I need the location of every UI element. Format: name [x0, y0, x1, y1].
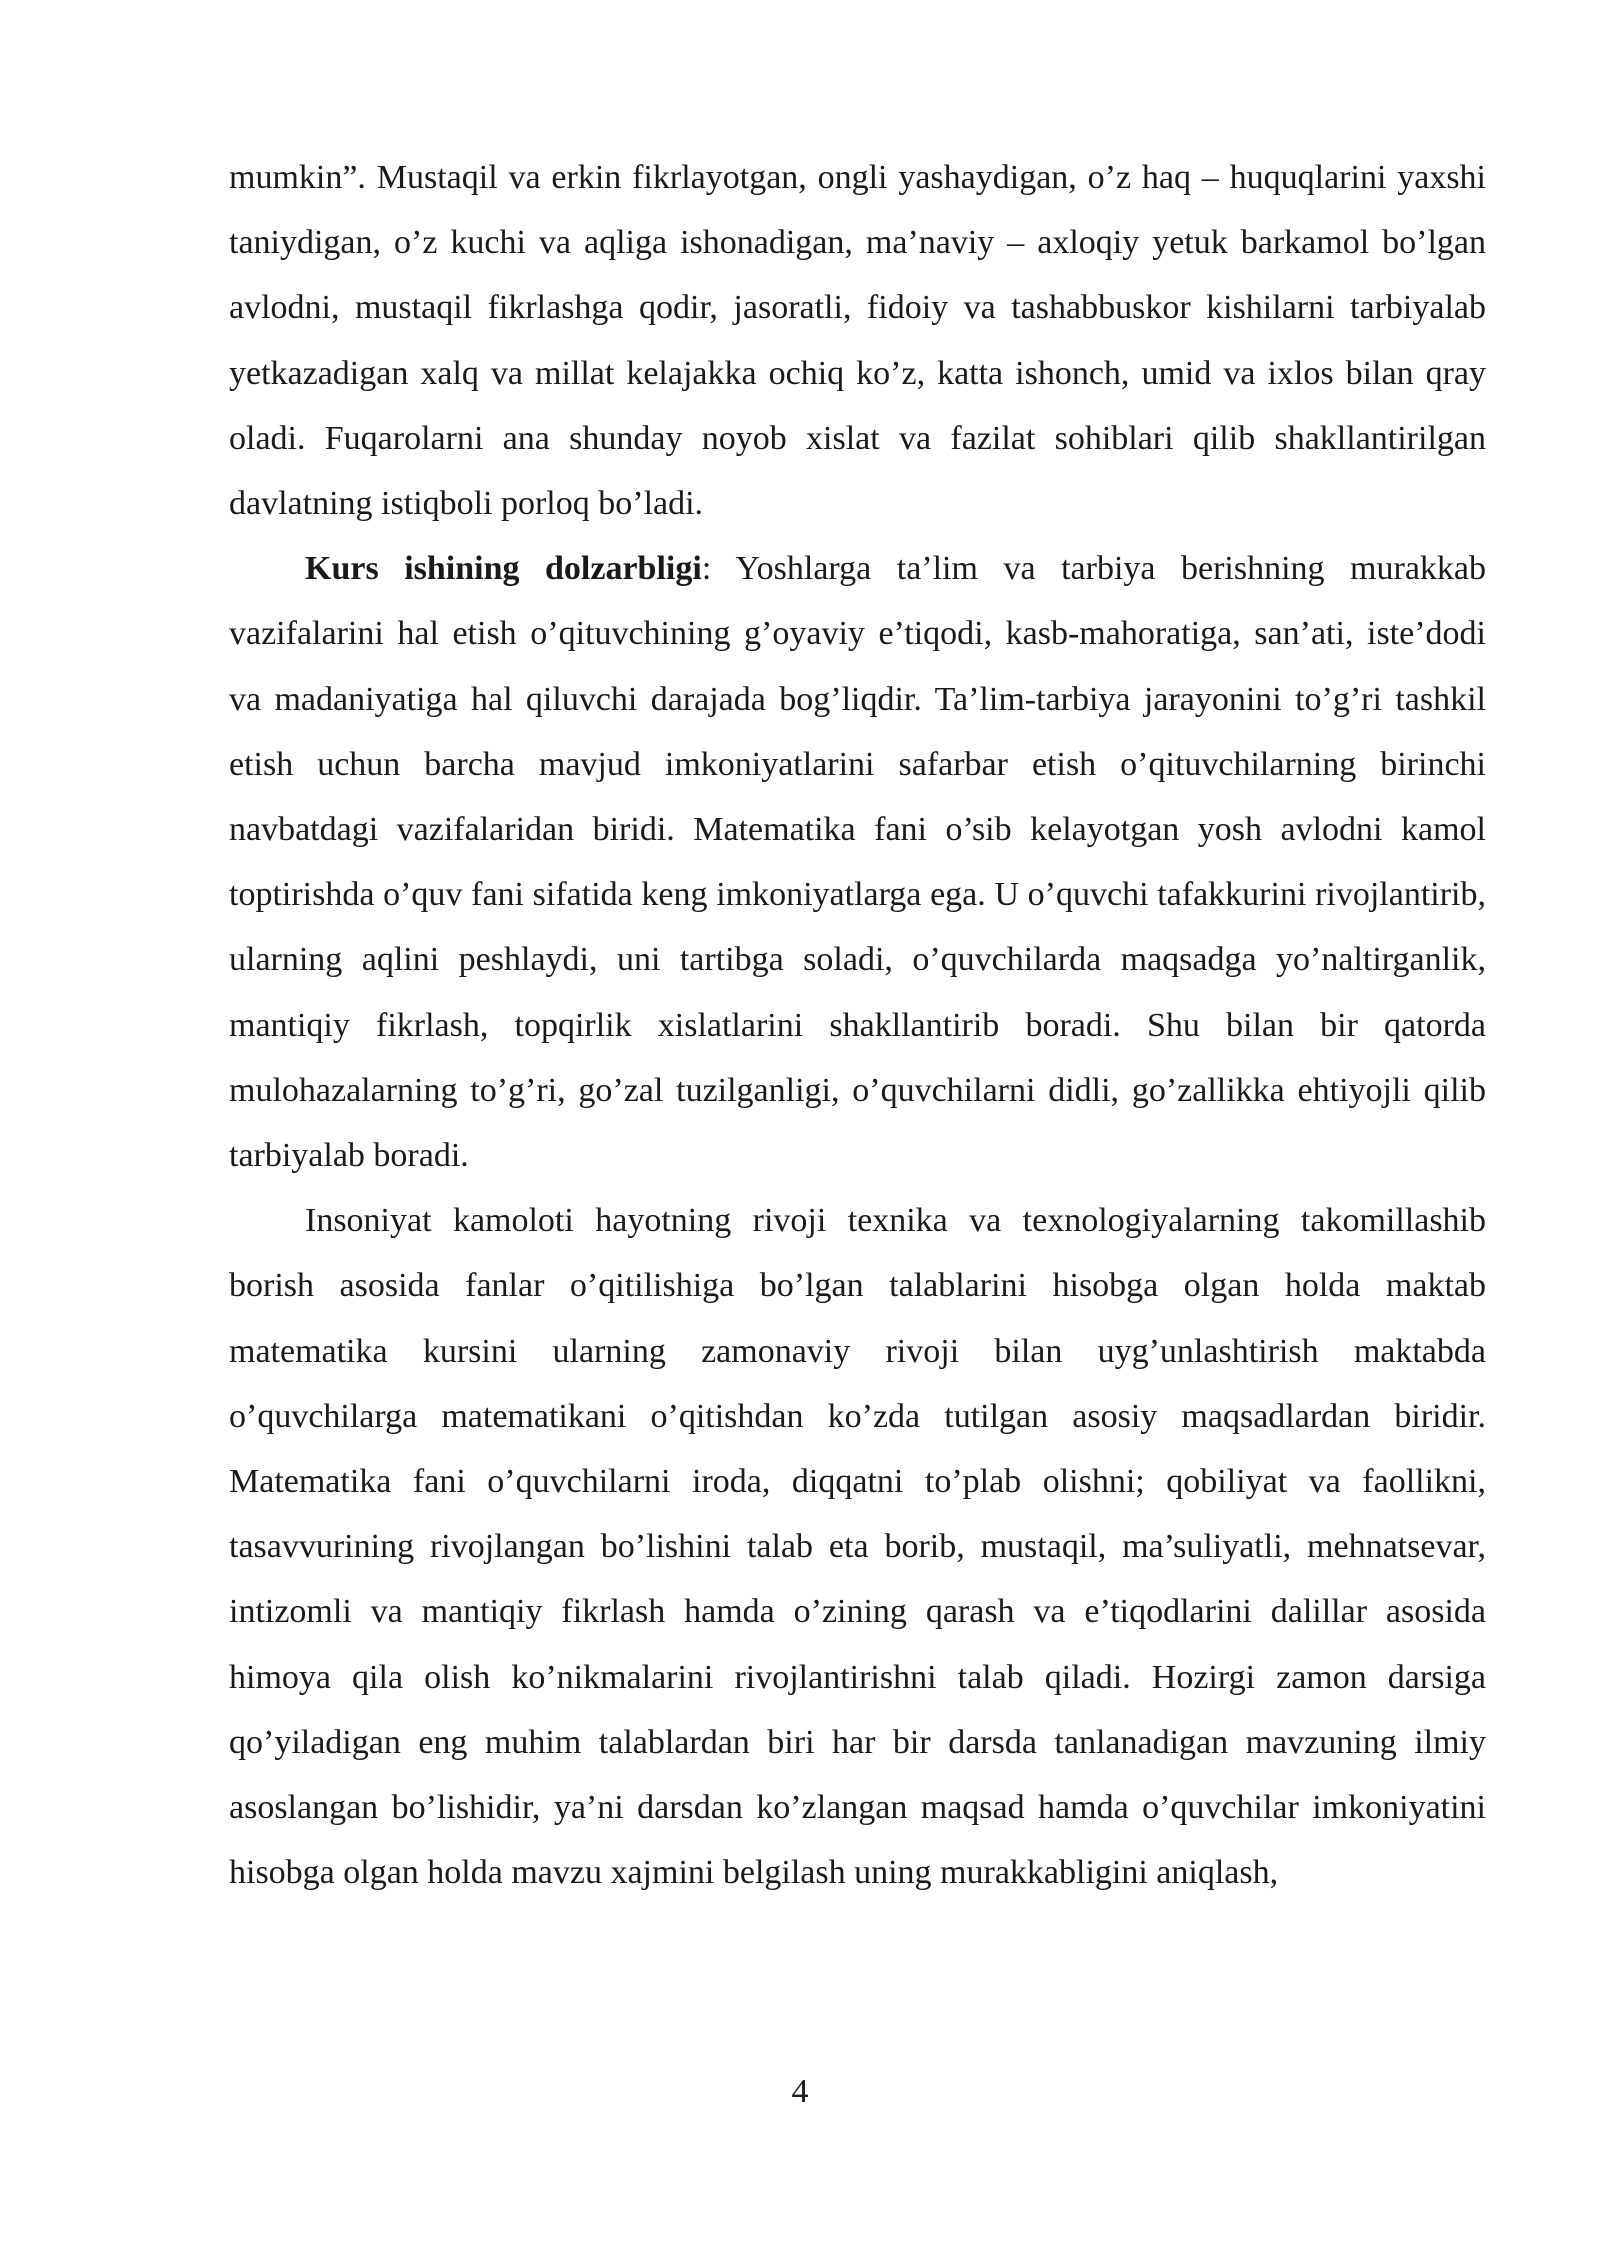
paragraph-humanity: Insoniyat kamoloti hayotning rivoji texnika va texnologiyalarning takomillashib borish asosida fanlar o’qitilishiga bo’lgan talablarini hisobga olgan holda maktab matematika kursini ularning zamonaviy rivoji bilan uyg’unlashtirish maktabda o’quvchilarga matematikani o’qitishdan ko’zda tutilgan asosiy maqsadlardan biridir. Matematika fani o’quvchilarni iroda, diqqatni to’plab olishni; qobiliyat va faollikni, tasavvurining rivojlangan bo’lishini talab eta borib, mustaqil, ma’suliyatli, mehnatsevar, intizomli va mantiqiy fikrlash hamda o’zining qarash va e’tiqodlarini dalillar asosida himoya qila olish ko’nikmalarini rivojlantirishni talab qiladi. Hozirgi zamon darsiga qo’yiladigan eng muhim talablardan biri har bir darsda tanlanadigan mavzuning ilmiy asoslangan bo’lishidir, ya’ni darsdan ko’zlangan maqsad hamda o’quvchilar imkoniyatini hisobga olgan holda mavzu xajmini belgilash uning murakkabligini aniqlash,	[229, 1202, 1486, 1892]
paragraph-intro: mumkin”. Mustaqil va erkin fikrlayotgan, ongli yashaydigan, o’z haq – huquqlarini yaxshi taniydigan, o’z kuchi va aqliga ishonadigan, ma’naviy – axloqiy yetuk barkamol bo’lgan avlodni, mustaqil fikrlashga qodir, jasoratli, fidoiy va tashabbuskor kishilarni tarbiyalab yetkazadigan xalq va millat kelajakka ochiq ko’z, katta ishonch, umid va ixlos bilan qray oladi. Fuqarolarni ana shunday noyob xislat va fazilat sohiblari qilib shakllantirilgan davlatning istiqboli porloq bo’ladi.	[229, 159, 1486, 523]
paragraph-relevance	[229, 536, 1486, 1188]
paragraph-relevance-text: : Yoshlarga ta’lim va tarbiya berishning murakkab vazifalarini hal etish o’qituvchining g’oyaviy e’tiqodi, kasb-mahoratiga, san’ati, iste’dodi va madaniyatiga hal qiluvchi darajada bog’liqdir. Ta’lim-tarbiya jarayonini to’g’ri tashkil etish uchun barcha mavjud imkoniyatlarini safarbar etish o’qituvchilarning birinchi navbatdagi vazifalaridan biridi. Matematika fani o’sib kelayotgan yosh avlodni kamol toptirishda o’quv fani sifatida keng imkoniyatlarga ega. U o’quvchi tafakkurini rivojlantirib, ularning aqlini peshlaydi, uni tartibga soladi, o’quvchilarda maqsadga yo’naltirganlik, mantiqiy fikrlash, topqirlik xislatlarini shakllantirib boradi. Shu bilan bir qatorda mulohazalarning to’g’ri, go’zal tuzilganligi, o’quvchilarni didli, go’zallikka ehtiyojli qilib tarbiyalab boradi.	[229, 550, 1487, 1175]
section-heading: Kurs ishining dolzarbligi	[305, 550, 702, 588]
page-number: 4	[791, 2073, 809, 2110]
body-text	[229, 145, 1486, 1905]
